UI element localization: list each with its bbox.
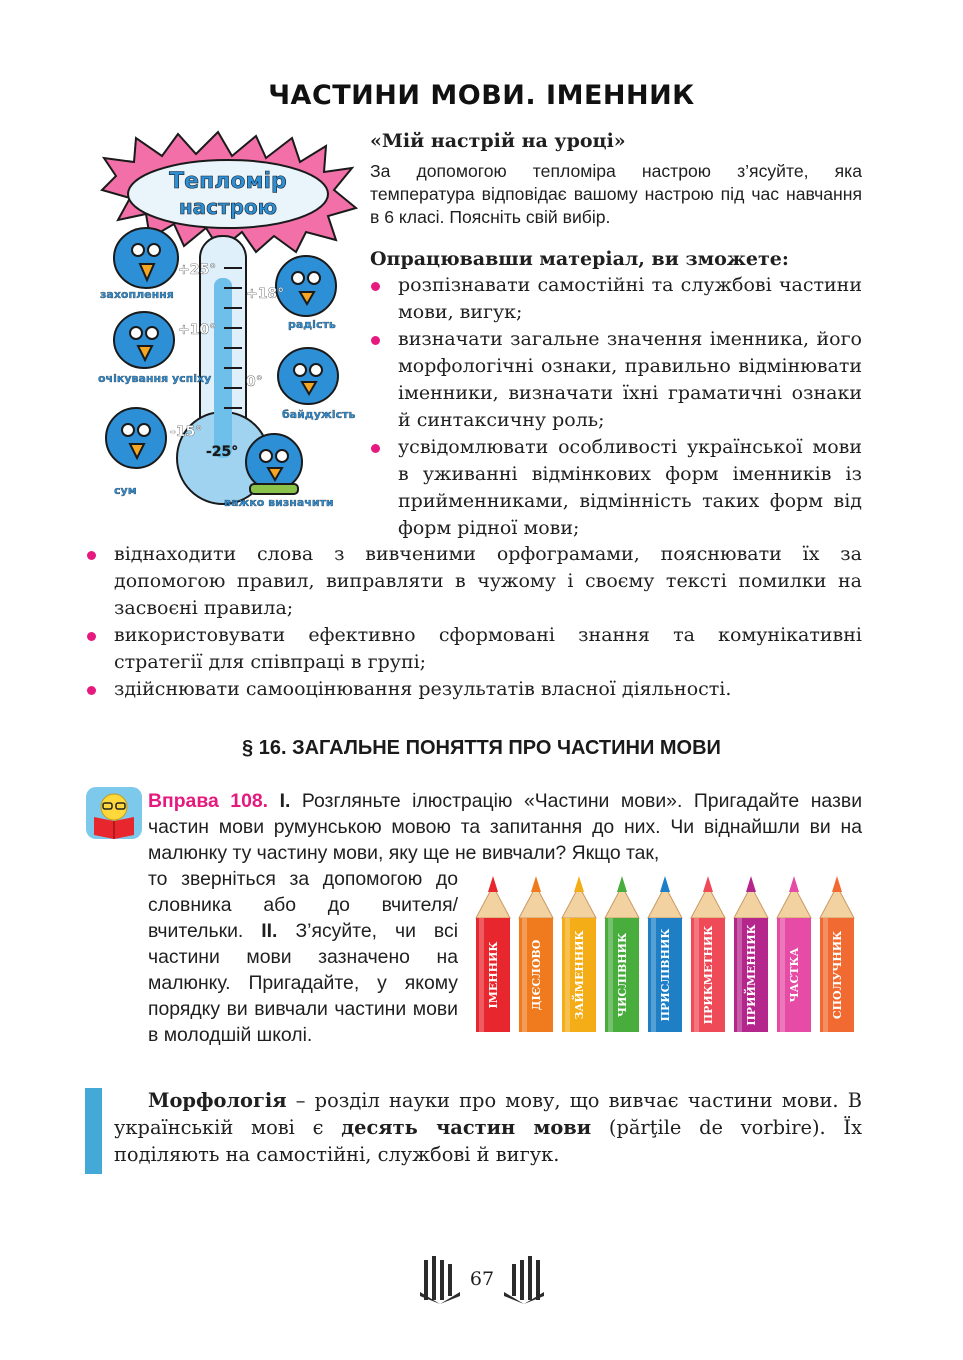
- pencil-label: ІМЕННИК: [487, 941, 500, 1009]
- definition-text: [114, 1087, 862, 1168]
- pencil-label: ЧИСЛІВНИК: [616, 932, 629, 1018]
- pencil-label: ЧАСТКА: [788, 947, 801, 1003]
- bird-excited: [114, 228, 178, 288]
- list-item: здійснювати самооцінювання результатів власної діяльності.: [86, 676, 862, 703]
- pencil-8: [777, 876, 811, 1032]
- mood-text: За допомогою тепломіра настрою з’ясуйте, яка температура відповідає вашому настрою під час навчання в 6 класі. Поясніть свій вибір.: [370, 161, 862, 227]
- bird-hard-to-tell: [246, 434, 302, 494]
- pencil-6: [691, 876, 725, 1032]
- definition-bar: [85, 1088, 102, 1174]
- exercise-part1-marker: I.: [279, 790, 291, 812]
- mood-label-excited: захоплення: [100, 288, 174, 301]
- list-item: використовувати ефективно сформовані знання та комунікативні стратегії для співпраці в групі;: [86, 622, 862, 676]
- definition-text-2: (părţile de vorbire). Їх поділяють на самостійні, службові й вигук.: [114, 1116, 863, 1166]
- bird-indifference: [278, 348, 338, 404]
- pencil-label: ПРИКМЕТНИК: [702, 925, 715, 1025]
- section-title: § 16. ЗАГАЛЬНЕ ПОНЯТТЯ ПРО ЧАСТИНИ МОВИ: [242, 737, 721, 759]
- mood-temp-hard-to-tell: -25°: [206, 444, 239, 460]
- definition-text-1: – розділ науки про мову, що вивчає частини мови. В українській мові є: [114, 1089, 862, 1139]
- mood-label-expectation: очікування успіху: [98, 372, 212, 385]
- pencil-label: СПОЛУЧНИК: [831, 930, 844, 1020]
- reading-student-icon: [86, 787, 142, 839]
- exercise-text-left-a: то зверніться за допомогою до словника або до вчителя/вчительки.: [148, 868, 458, 942]
- mood-temp-joy: +18°: [246, 286, 285, 302]
- pencil-2: [519, 876, 553, 1032]
- pencil-4: [605, 876, 639, 1032]
- caption-line2: настрою: [178, 195, 278, 219]
- exercise-text-main: Розгляньте ілюстрацію «Частини мови». Пригадайте назви частин мови румунською мовою та запитання до них. Чи віднайшли ви на малюнку ту частину мови, яку ще не вивчали? Якщо так,: [148, 790, 863, 864]
- mood-label-hard-to-tell: важко визначити: [224, 496, 334, 509]
- pencil-1: [476, 876, 510, 1032]
- bird-joy: [276, 256, 336, 316]
- parts-of-speech-pencils: [470, 872, 862, 1036]
- pencil-label: ПРИЙМЕННИК: [745, 924, 758, 1026]
- goals-list-full: [86, 541, 862, 703]
- definition-term: Морфологія: [148, 1089, 287, 1112]
- mood-label-indifference: байдужість: [282, 408, 356, 421]
- definition-emphasis: десять частин мови: [341, 1116, 592, 1139]
- pencil-7: [734, 876, 768, 1032]
- list-item: усвідомлювати особливості української мови в уживанні відмінкових форм іменників із прийменниками, відмінність таких форм від форм рідної мови;: [370, 434, 862, 542]
- mood-temp-indifference: 0°: [246, 374, 263, 390]
- mood-title: «Мій настрій на уроці»: [370, 130, 626, 152]
- pencil-5: [648, 876, 682, 1032]
- pencil-label: ПРИСЛІВНИК: [659, 928, 672, 1022]
- pencil-label: ДІЄСЛОВО: [530, 939, 543, 1011]
- ornament-right-icon: [504, 1256, 544, 1304]
- goals-list-right: [370, 272, 862, 542]
- list-item: віднаходити слова з вивченими орфограмами, пояснювати їх за допомогою правил, виправляти в чужому і своєму тексті помилки на засвоєні правила;: [86, 541, 862, 622]
- mood-temp-excited: +25°: [178, 262, 217, 278]
- mood-label-joy: радість: [288, 318, 336, 331]
- list-item: визначати загальне значення іменника, його морфологічні ознаки, правильно відмінювати іменники, визначати їхні граматичні ознаки й синтаксичну роль;: [370, 326, 862, 434]
- exercise-label: Вправа 108.: [148, 790, 269, 812]
- caption-line1: Тепломір: [169, 169, 287, 194]
- mood-label-sadness: сум: [114, 484, 137, 497]
- bird-sadness: [106, 408, 166, 468]
- exercise-text: [148, 788, 862, 866]
- learning-title: Опрацювавши матеріал, ви зможете:: [370, 248, 789, 270]
- exercise-text-continued: [148, 866, 458, 1048]
- bird-expectation: [114, 312, 174, 368]
- exercise-part2-marker: II.: [261, 920, 278, 942]
- mood-temp-expectation: +10°: [178, 322, 217, 338]
- page-title: ЧАСТИНИ МОВИ. ІМЕННИК: [268, 80, 695, 111]
- list-item: розпізнавати самостійні та службові частини мови, вигук;: [370, 272, 862, 326]
- ornament-left-icon: [420, 1256, 460, 1304]
- exercise-text-left-b: З’ясуйте, чи всі частини мови зазначено на малюнку. Пригадайте, у якому порядку ви вивчали частини мови в молодшій школі.: [148, 920, 458, 1046]
- pencil-3: [562, 876, 596, 1032]
- mood-thermometer-illustration: [96, 128, 358, 510]
- pencil-9: [820, 876, 854, 1032]
- page-number: 67: [469, 1268, 495, 1290]
- mood-temp-sadness: -15°: [170, 424, 203, 440]
- pencil-label: ЗАЙМЕННИК: [573, 930, 586, 1020]
